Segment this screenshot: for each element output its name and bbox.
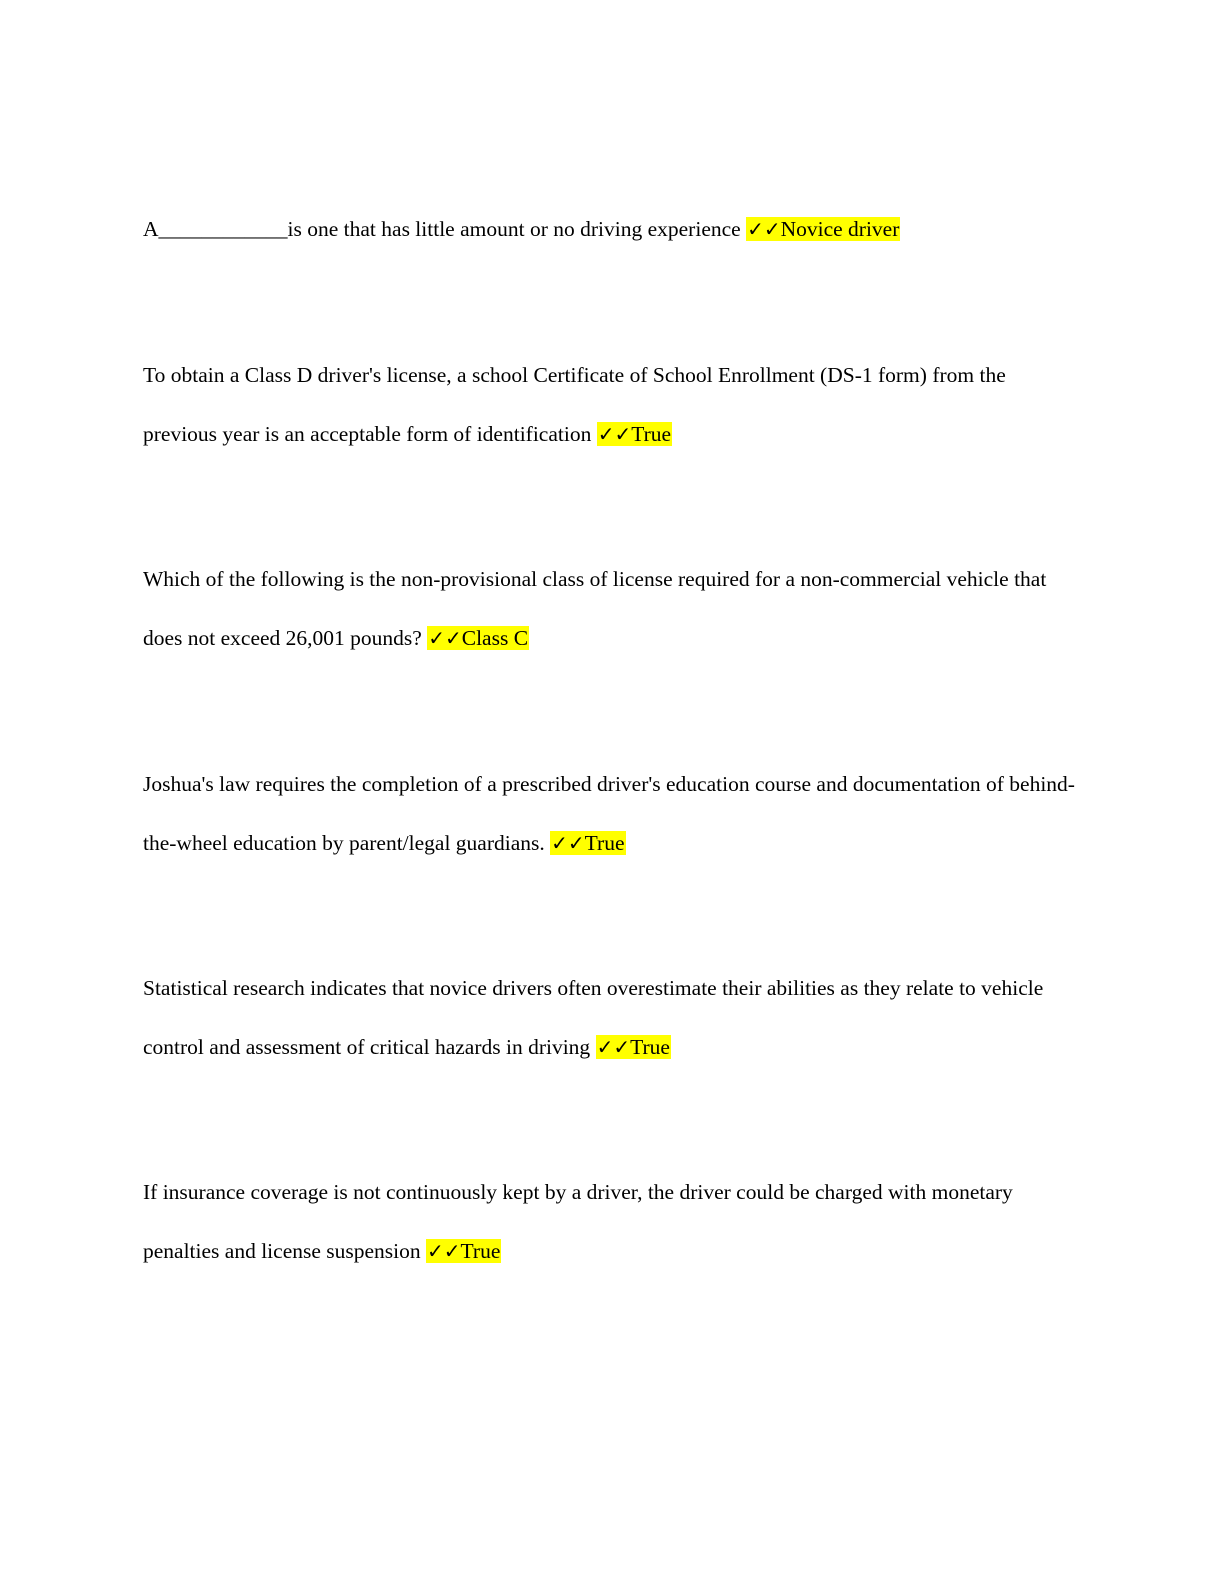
answer-highlight [426,1239,501,1263]
answer-highlight [550,831,625,855]
answer-highlight [596,1035,671,1059]
question-text: A____________is one that has little amount or no driving experience [143,217,741,241]
question-item-4 [143,755,1083,872]
question-item-5 [143,959,1083,1076]
double-check-icon: ✓✓ [596,1034,631,1059]
double-check-icon: ✓✓ [747,217,781,241]
answer-highlight [427,626,529,650]
answer-text: Class C [461,625,529,650]
answer-text: True [631,421,672,446]
question-text: Which of the following is the non-provisional class of license required for a non-commercial vehicle that does not exceed 26,001 pounds? [143,567,1047,650]
answer-highlight [597,422,672,446]
question-text: To obtain a Class D driver's license, a school Certificate of School Enrollment (DS-1 form) from the previous year is an acceptable form of identification [143,363,1006,446]
double-check-icon: ✓✓ [551,830,585,855]
answer-highlight [746,217,900,241]
double-check-icon: ✓✓ [597,421,632,446]
double-check-icon: ✓✓ [427,1238,461,1263]
question-text: Statistical research indicates that novice drivers often overestimate their abilities as they relate to vehicle control and assessment of critical hazards in driving [143,976,1044,1059]
answer-text: True [460,1238,501,1263]
question-item-6 [143,1163,1083,1280]
question-item-3 [143,550,1083,667]
question-item-1 [143,200,1083,259]
answer-text: True [630,1034,670,1059]
question-item-2 [143,346,1083,463]
answer-text: Novice driver [780,217,900,241]
double-check-icon: ✓✓ [428,625,462,650]
answer-text: True [584,830,625,855]
question-text: Joshua's law requires the completion of a prescribed driver's education course and documentation of behind-the-wheel education by parent/legal guardians. [143,772,1075,855]
question-text: If insurance coverage is not continuously kept by a driver, the driver could be charged with monetary penalties and license suspension [143,1180,1013,1263]
